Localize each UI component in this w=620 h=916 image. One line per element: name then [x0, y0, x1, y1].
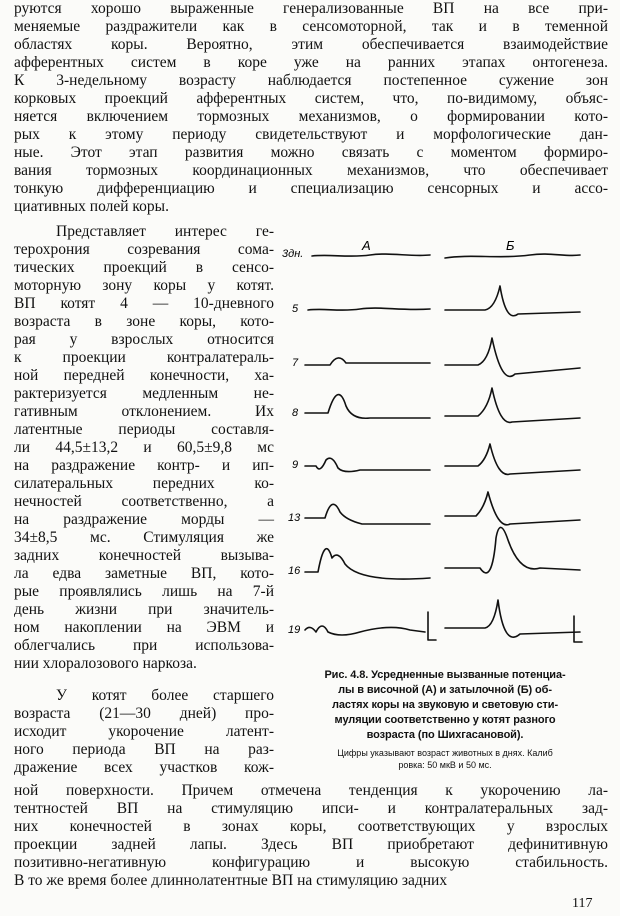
trace-b-19 [445, 600, 580, 637]
text-line: вания тормозных координационных механизмов, что обеспечивает [14, 162, 608, 179]
figure-caption-line: муляции соответственно у котят разного [334, 714, 556, 726]
text-line: ной передней конечности, ха- [14, 367, 274, 384]
text-line: руются хорошо выраженные генерализованные ВП на все при- [14, 0, 608, 17]
text-line: циативных полей коры. [14, 198, 169, 215]
text-line: возраста в зоне коры, кото- [14, 313, 274, 330]
text-line: рых к этому периоду свидетельствуют и морфологические дан- [14, 126, 608, 143]
trace-a-7 [305, 358, 430, 365]
text-line: на раздражение морды — [14, 511, 274, 528]
text-line: ной поверхности. Причем отмечена тенденция к укорочению ла- [14, 782, 608, 799]
text-line: позитивно-негативную конфигурацию и высокую стабильность. [14, 854, 608, 871]
text-line: нии хлоралозового наркоза. [14, 655, 197, 672]
trace-a-19 [305, 626, 425, 635]
trace-b-5 [445, 286, 580, 316]
text-line: ные. Этот этап развития можно связать с моментом формиро- [14, 144, 608, 161]
text-line: У котят более старшего [56, 687, 274, 704]
row-label: 9 [292, 459, 299, 471]
row-label: 13 [288, 512, 301, 524]
text-line: тических проекций в сенсо- [14, 259, 274, 276]
trace-b-16 [445, 527, 580, 572]
text-line: корковых проекций афферентных систем, что, по-видимому, объяс- [14, 90, 608, 107]
column-label-a: А [362, 238, 371, 253]
text-line: исходит укорочение латент- [14, 723, 274, 740]
figure-caption-line: Рис. 4.8. Усредненные вызванные потенциа- [324, 669, 566, 681]
text-line: тентностей ВП на стимуляцию ипси- и контралатеральных зад- [14, 800, 608, 817]
text-line: няется включением тормозных механизмов, о формировании кото- [14, 108, 608, 125]
text-line: них конечностей в зонах коры, соответствующих у взрослых [14, 818, 608, 835]
evoked-potentials-figure [280, 228, 610, 658]
text-line: ли 44,5±13,2 и 60,5±9,8 мс [14, 439, 274, 456]
row-label: 16 [288, 565, 301, 577]
column-label-b: Б [506, 238, 515, 253]
text-line: ВП котят 4 — 10-дневного [14, 295, 274, 312]
trace-a-16 [305, 549, 430, 579]
text-line: гативным отклонением. Их [14, 403, 274, 420]
row-label: 19 [288, 624, 301, 636]
trace-b-3 [445, 254, 580, 258]
text-line: облегчались при использова- [14, 637, 274, 654]
text-line: рые проявлялись лишь на 7-й [14, 583, 274, 600]
trace-b-13 [445, 492, 580, 525]
text-line: дражение всех участков кож- [14, 759, 274, 776]
text-line: рактеризуется медленным не- [14, 385, 274, 402]
figure-caption-line: лы в височной (А) и затылочной (Б) об- [338, 684, 552, 696]
trace-a-5 [308, 308, 430, 310]
calibration-a [428, 612, 436, 640]
calibration-b [574, 616, 582, 642]
trace-a-8 [305, 395, 430, 419]
text-line: моторную зону коры у котят. [14, 277, 274, 294]
text-line: меняемые раздражители как в сенсомоторной, так и в теменной [14, 18, 608, 35]
figure-note-line: Цифры указывают возраст животных в днях. Калиб [337, 748, 553, 758]
figure-note-line: ровка: 50 мкВ и 50 мс. [398, 760, 492, 770]
text-line: к проекции контралатераль- [14, 349, 274, 366]
page-number: 117 [572, 896, 593, 911]
row-label: 3дн. [282, 248, 304, 260]
figure-caption-line: ластях коры на звуковую и световую сти- [331, 699, 559, 711]
text-line: В то же время более длиннолатентные ВП на стимуляцию задних [14, 872, 448, 889]
text-line: нечностей соответственно, а [14, 493, 274, 510]
trace-b-9 [445, 444, 580, 474]
text-line: задних конечностей вызыва- [14, 547, 274, 564]
trace-a-9 [305, 458, 430, 471]
text-line: возраста (21—30 дней) про- [14, 705, 274, 722]
text-line: латентные периоды составля- [14, 421, 274, 438]
trace-a-13 [305, 504, 430, 524]
text-line: тонкую дифференциацию и специализацию сенсорных и ассо- [14, 180, 608, 197]
text-line: рая у взрослых относится [14, 331, 274, 348]
text-line: 34±8,5 мс. Стимуляция же [14, 529, 274, 546]
text-line: проекции задней лапы. Здесь ВП приобретают дефинитивную [14, 836, 608, 853]
text-line: ла едва заметные ВП, кото- [14, 565, 274, 582]
figure-caption-line: возраста (по Шихгасановой). [366, 729, 524, 741]
text-line: ного периода ВП на раз- [14, 741, 274, 758]
text-line: афферентных систем в коре уже на ранних этапах онтогенеза. [14, 54, 608, 71]
text-line: ном накоплении на ЭВМ и [14, 619, 274, 636]
text-line: силатеральных передних ко- [14, 475, 274, 492]
text-line: день жизни при значитель- [14, 601, 274, 618]
trace-b-8 [445, 388, 580, 422]
row-label: 5 [292, 303, 299, 315]
text-line: на раздражение контр- и ип- [14, 457, 274, 474]
trace-a-3 [312, 254, 430, 256]
row-label: 7 [292, 357, 299, 369]
row-label: 8 [292, 407, 299, 419]
text-line: К 3-недельному возрасту наблюдается постепенное сужение зон [14, 72, 608, 89]
text-line: Представляет интерес ге- [56, 223, 274, 240]
trace-b-7 [445, 338, 580, 376]
text-line: терохрония созревания сома- [14, 241, 274, 258]
text-line: областях коры. Вероятно, этим обеспечивается взаимодействие [14, 36, 608, 53]
